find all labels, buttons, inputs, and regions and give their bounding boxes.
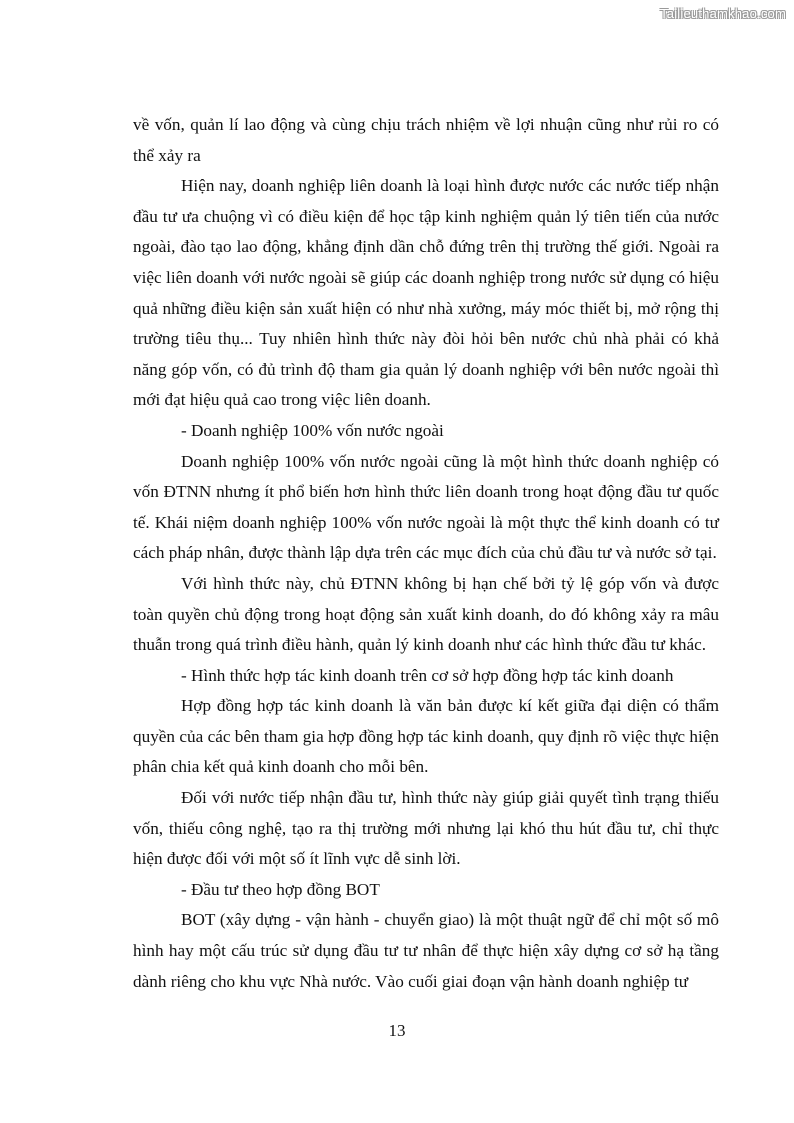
watermark-text: Tailieuthamkhao.com <box>660 6 786 21</box>
document-body <box>133 110 719 997</box>
paragraph-7: Hợp đồng hợp tác kinh doanh là văn bản được kí kết giữa đại diện có thẩm quyền của các bên tham gia hợp đồng hợp tác kinh doanh, quy định rõ việc thực hiện phân chia kết quả kinh doanh cho mỗi bên. <box>133 696 719 777</box>
section-heading-business-cooperation: - Hình thức hợp tác kinh doanh trên cơ sở hợp đồng hợp tác kinh doanh <box>181 665 674 685</box>
section-heading-foreign-owned: - Doanh nghiệp 100% vốn nước ngoài <box>181 420 444 440</box>
paragraph-2: Hiện nay, doanh nghiệp liên doanh là loại hình được nước các nước tiếp nhận đầu tư ưa chuộng vì có điều kiện để học tập kinh nghiệm quản lý tiên tiến của nước ngoài, đào tạo lao động, khẳng định dần chỗ đứng trên thị trường thế giới. Ngoài ra việc liên doanh với nước ngoài sẽ giúp các doanh nghiệp trong nước sử dụng có hiệu quả những điều kiện sản xuất hiện có như nhà xưởng, máy móc thiết bị, mở rộng thị trường tiêu thụ... Tuy nhiên hình thức này đòi hỏi bên nước chủ nhà phải có khả năng góp vốn, có đủ trình độ tham gia quản lý doanh nghiệp với bên nước ngoài thì mới đạt hiệu quả cao trong việc liên doanh. <box>133 176 719 410</box>
paragraph-4: Doanh nghiệp 100% vốn nước ngoài cũng là một hình thức doanh nghiệp có vốn ĐTNN nhưng ít phổ biến hơn hình thức liên doanh trong hoạt động đầu tư quốc tế. Khái niệm doanh nghiệp 100% vốn nước ngoài là một thực thể kinh doanh có tư cách pháp nhân, được thành lập dựa trên các mục đích của chủ đầu tư và nước sở tại. <box>133 451 719 563</box>
paragraph-10: BOT (xây dựng - vận hành - chuyển giao) là một thuật ngữ để chỉ một số mô hình hay một cấu trúc sử dụng đầu tư tư nhân để thực hiện xây dựng cơ sở hạ tầng dành riêng cho khu vực Nhà nước. Vào cuối giai đoạn vận hành doanh nghiệp tư <box>133 910 719 991</box>
page-number: 13 <box>388 1021 406 1040</box>
section-heading-bot: - Đầu tư theo hợp đồng BOT <box>181 879 380 899</box>
paragraph-8: Đối với nước tiếp nhận đầu tư, hình thức này giúp giải quyết tình trạng thiếu vốn, thiếu công nghệ, tạo ra thị trường mới nhưng lại khó thu hút đầu tư, chỉ thực hiện được đối với một số ít lĩnh vực dễ sinh lời. <box>133 788 719 869</box>
paragraph-5: Với hình thức này, chủ ĐTNN không bị hạn chế bởi tỷ lệ góp vốn và được toàn quyền chủ động trong hoạt động sản xuất kinh doanh, do đó không xảy ra mâu thuẫn trong quá trình điều hành, quản lý kinh doanh như các hình thức đầu tư khác. <box>133 573 719 655</box>
paragraph-1: về vốn, quản lí lao động và cùng chịu trách nhiệm về lợi nhuận cũng như rủi ro có thể xảy ra <box>133 115 719 165</box>
